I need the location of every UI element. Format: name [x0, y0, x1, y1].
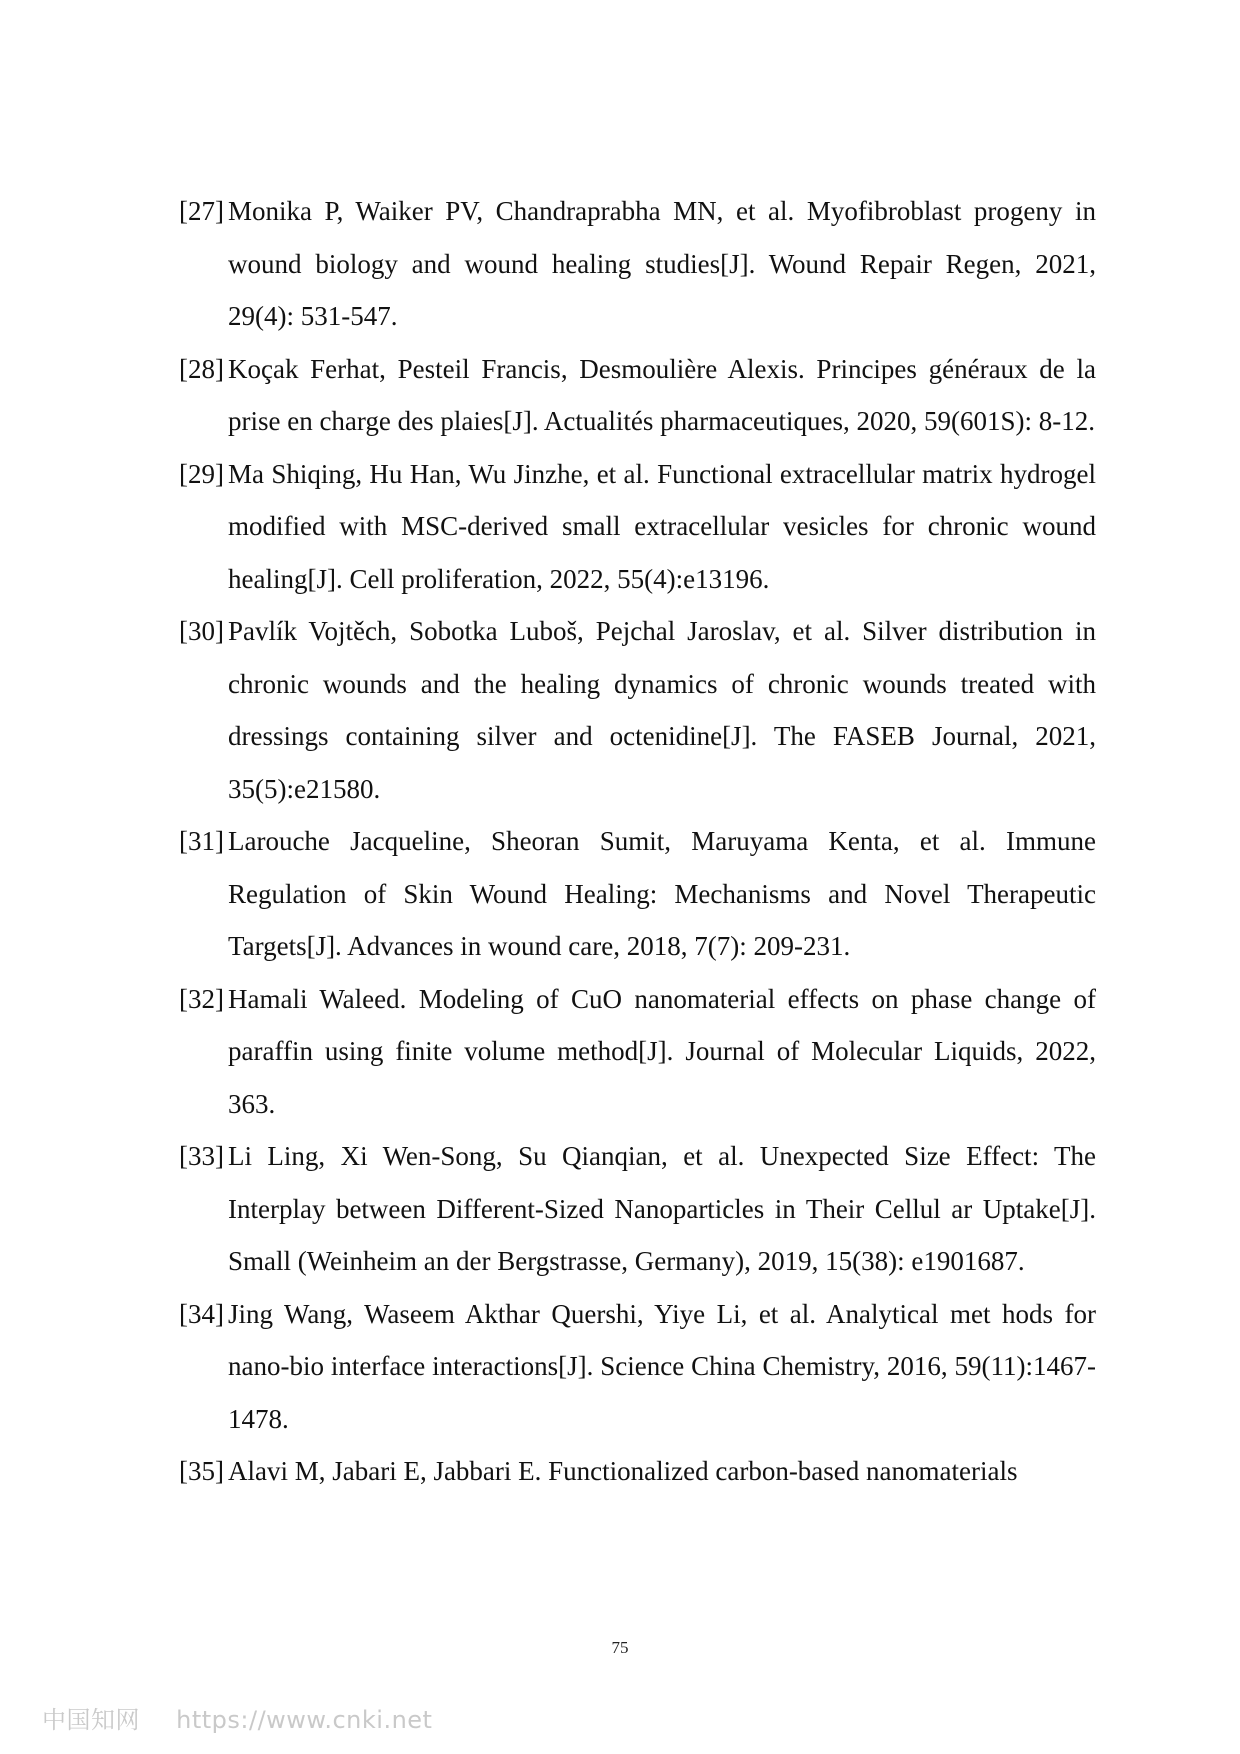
- reference-item: [179, 605, 1096, 815]
- reference-number: [29]: [179, 458, 224, 489]
- watermark-url-text: https://www.cnki.net: [176, 1706, 433, 1734]
- page-number: 75: [611, 1638, 629, 1657]
- reference-number: [27]: [179, 196, 224, 226]
- reference-item: [179, 448, 1096, 606]
- reference-item: [179, 343, 1096, 448]
- reference-text: Jing Wang, Waseem Akthar Quershi, Yiye Li, et al. Analytical met hods for nano-bio interface interactions[J]. Science China Chemistry, 2016, 59(11):1467-1478.: [227, 1298, 1096, 1434]
- reference-number: [31]: [179, 826, 224, 856]
- reference-item: [179, 185, 1096, 343]
- reference-item: [179, 1130, 1096, 1288]
- reference-number: [34]: [179, 1298, 224, 1329]
- reference-list: [179, 185, 1096, 1498]
- reference-item: [179, 1445, 1096, 1498]
- reference-item: [179, 973, 1096, 1131]
- reference-text: Pavlík Vojtěch, Sobotka Luboš, Pejchal Jaroslav, et al. Silver distribution in chronic wounds and the healing dynamics of chronic wounds treated with dressings containing silver and octenidine[J]. The FASEB Journal, 2021, 35(5):e21580.: [227, 616, 1096, 804]
- reference-text: Li Ling, Xi Wen-Song, Su Qianqian, et al. Unexpected Size Effect: The Interplay between Different-Sized Nanoparticles in Their Cellul ar Uptake[J]. Small (Weinheim an der Bergstrasse, Germany), 2019, 15(38): e1901687.: [227, 1141, 1096, 1276]
- reference-text: Larouche Jacqueline, Sheoran Sumit, Maruyama Kenta, et al. Immune Regulation of Skin Wound Healing: Mechanisms and Novel Therapeutic Targets[J]. Advances in wound care, 2018, 7(7): 209-231.: [227, 826, 1096, 961]
- reference-text: Hamali Waleed. Modeling of CuO nanomaterial effects on phase change of paraffin using finite volume method[J]. Journal of Molecular Liquids, 2022, 363.: [227, 983, 1096, 1119]
- watermark-cn-text: 中国知网: [42, 1706, 140, 1734]
- cnki-watermark: [42, 1700, 432, 1735]
- reference-number: [33]: [179, 1141, 224, 1171]
- reference-number: [35]: [179, 1456, 224, 1486]
- reference-text: Alavi M, Jabari E, Jabbari E. Functionalized carbon-based nanomaterials: [227, 1456, 1018, 1486]
- reference-number: [32]: [179, 983, 224, 1014]
- reference-text: Koçak Ferhat, Pesteil Francis, Desmoulière Alexis. Principes généraux de la prise en charge des plaies[J]. Actualités pharmaceutiques, 2020, 59(601S): 8-12.: [227, 353, 1096, 436]
- reference-text: Monika P, Waiker PV, Chandraprabha MN, et al. Myofibroblast progeny in wound biology and wound healing studies[J]. Wound Repair Regen, 2021, 29(4): 531-547.: [227, 196, 1096, 331]
- reference-text: Ma Shiqing, Hu Han, Wu Jinzhe, et al. Functional extracellular matrix hydrogel modified with MSC-derived small extracellular vesicles for chronic wound healing[J]. Cell proliferation, 2022, 55(4):e13196.: [227, 458, 1096, 594]
- reference-item: [179, 1288, 1096, 1446]
- reference-number: [28]: [179, 353, 224, 384]
- reference-number: [30]: [179, 616, 224, 646]
- reference-item: [179, 815, 1096, 973]
